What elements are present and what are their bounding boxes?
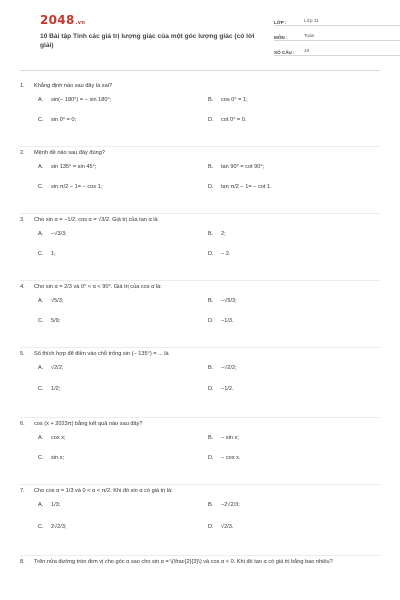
logo-text: 2048 <box>40 13 75 27</box>
option-letter: A. <box>38 164 44 170</box>
option-letter: C. <box>38 386 44 392</box>
question-text <box>20 556 380 566</box>
question-number: 3. <box>20 217 25 223</box>
option-letter: A. <box>38 502 44 508</box>
option-b[interactable] <box>208 228 378 240</box>
option-c[interactable] <box>38 315 208 327</box>
question-prompt: Trên nửa đường tròn đơn vị cho góc α sao cho sin α = \(\frac{2}{3}\) và cos α < 0. Khi đó tan α có giá trị bằng bao nhiêu? <box>34 559 333 565</box>
option-c[interactable] <box>38 248 208 260</box>
question-text <box>20 485 380 495</box>
meta-label: MÔN : <box>274 35 288 40</box>
option-text: sin 135° = sin 45°; <box>51 164 97 170</box>
question-prompt: Số thích hợp để điền vào chỗ trống sin (− 135°) = ... là <box>34 351 169 357</box>
option-text: cos 0° = 1; <box>221 97 248 103</box>
option-letter: A. <box>38 231 44 237</box>
option-text: −1/3. <box>221 318 234 324</box>
question-text <box>20 281 380 291</box>
option-d[interactable] <box>208 181 378 193</box>
option-d[interactable] <box>208 383 378 395</box>
option-text: sin x; <box>51 455 65 461</box>
question-prompt: cos (x + 2023π) bằng kết quả nào sau đây? <box>34 421 143 427</box>
option-letter: D. <box>208 455 214 461</box>
question-1 <box>20 80 380 147</box>
option-c[interactable] <box>38 521 208 533</box>
option-b[interactable] <box>208 94 378 106</box>
option-grid <box>38 362 380 395</box>
option-letter: D. <box>208 184 214 190</box>
option-letter: C. <box>38 117 44 123</box>
option-c[interactable] <box>38 181 208 193</box>
option-letter: B. <box>208 298 214 304</box>
option-text: 5/9; <box>51 318 61 324</box>
option-letter: D. <box>208 386 214 392</box>
option-c[interactable] <box>38 383 208 395</box>
option-text: − 2. <box>221 251 231 257</box>
option-a[interactable] <box>38 499 208 511</box>
option-text: −2√2/3; <box>221 502 240 508</box>
question-text <box>20 147 380 157</box>
option-text: 1; <box>51 251 56 257</box>
question-list <box>20 80 380 596</box>
option-text: − cos x. <box>221 455 241 461</box>
question-number: 8. <box>20 559 25 565</box>
question-number: 6. <box>20 421 25 427</box>
option-a[interactable] <box>38 161 208 173</box>
option-letter: B. <box>208 365 214 371</box>
option-a[interactable] <box>38 228 208 240</box>
question-3 <box>20 214 380 281</box>
question-prompt: Cho sin α = −1/2, cos α = √3/2. Giá trị của tan α là <box>34 217 158 223</box>
option-text: 2; <box>221 231 226 237</box>
question-prompt: Khẳng định nào sau đây là sai? <box>34 83 113 89</box>
option-letter: B. <box>208 231 214 237</box>
question-4 <box>20 281 380 348</box>
option-letter: B. <box>208 435 214 441</box>
document-title: 10 Bài tập Tính các giá trị lượng giác của một góc lượng giác (có lời giải) <box>40 33 255 49</box>
option-b[interactable] <box>208 362 378 374</box>
question-number: 5. <box>20 351 25 357</box>
brand-logo[interactable] <box>40 13 85 27</box>
meta-value: Toán <box>304 34 315 39</box>
question-6 <box>20 418 380 485</box>
option-text: −√2/2; <box>221 365 237 371</box>
question-number: 4. <box>20 284 25 290</box>
option-d[interactable] <box>208 521 378 533</box>
option-text: tan 90° = cot 90°; <box>221 164 265 170</box>
option-grid <box>38 228 380 260</box>
option-letter: C. <box>38 455 44 461</box>
option-letter: C. <box>38 318 44 324</box>
option-d[interactable] <box>208 315 378 327</box>
question-2 <box>20 147 380 214</box>
option-letter: A. <box>38 97 44 103</box>
option-text: −√3/3; <box>51 231 67 237</box>
option-b[interactable] <box>208 432 378 444</box>
option-letter: D. <box>208 524 214 530</box>
question-text <box>20 214 380 224</box>
option-letter: C. <box>38 251 44 257</box>
option-b[interactable] <box>208 295 378 307</box>
question-number: 2. <box>20 150 25 156</box>
option-b[interactable] <box>208 499 378 511</box>
option-letter: D. <box>208 318 214 324</box>
option-text: √5/3; <box>51 298 64 304</box>
option-text: sin 0° = 0; <box>51 117 77 123</box>
option-grid <box>38 161 380 193</box>
option-text: √2/3. <box>221 524 234 530</box>
option-letter: C. <box>38 184 44 190</box>
meta-panel <box>274 14 400 59</box>
document-header <box>20 0 380 62</box>
question-8 <box>20 556 380 596</box>
question-text <box>20 348 380 358</box>
option-text: 1/2; <box>51 386 61 392</box>
meta-row-class <box>274 14 400 26</box>
option-letter: B. <box>208 164 214 170</box>
option-d[interactable] <box>208 114 378 126</box>
option-text: cos x; <box>51 435 66 441</box>
question-text <box>20 80 380 90</box>
question-5 <box>20 348 380 418</box>
option-b[interactable] <box>208 161 378 173</box>
option-text: sin(− 180°) = − sin 180°; <box>51 97 112 103</box>
question-text <box>20 418 380 428</box>
option-a[interactable] <box>38 295 208 307</box>
option-grid <box>38 499 380 533</box>
option-grid <box>38 295 380 327</box>
meta-value: 10 <box>304 49 310 54</box>
option-text: 2√2/3; <box>51 524 67 530</box>
option-text: −1/2. <box>221 386 234 392</box>
meta-row-count <box>274 44 400 56</box>
option-letter: D. <box>208 117 214 123</box>
option-text: − sin x; <box>221 435 239 441</box>
option-d[interactable] <box>208 452 378 464</box>
option-grid <box>38 432 380 464</box>
option-letter: A. <box>38 435 44 441</box>
option-letter: A. <box>38 365 44 371</box>
question-number: 1. <box>20 83 25 89</box>
option-text: sin π/2 − 1= − cos 1; <box>51 184 103 190</box>
option-grid <box>38 94 380 126</box>
option-a[interactable] <box>38 432 208 444</box>
meta-row-subject <box>274 29 400 41</box>
option-d[interactable] <box>208 248 378 260</box>
logo-suffix: .vn <box>75 20 86 26</box>
option-text: 1/3; <box>51 502 61 508</box>
option-letter: D. <box>208 251 214 257</box>
question-prompt: Cho cos α = 1/3 và 0 < α < π/2. Khi đó sin α có giá trị là: <box>34 488 173 494</box>
meta-value: Lớp 11 <box>304 19 319 24</box>
meta-label: LỚP : <box>274 20 287 25</box>
question-7 <box>20 485 380 556</box>
option-text: cot 0° = 0. <box>221 117 247 123</box>
option-text: −√5/3; <box>221 298 237 304</box>
option-text: tan π/2 − 1= − cot 1. <box>221 184 272 190</box>
option-letter: C. <box>38 524 44 530</box>
option-a[interactable] <box>38 94 208 106</box>
question-prompt: Mệnh đề nào sau đây đúng? <box>34 150 105 156</box>
option-c[interactable] <box>38 114 208 126</box>
option-letter: B. <box>208 502 214 508</box>
option-c[interactable] <box>38 452 208 464</box>
question-number: 7. <box>20 488 25 494</box>
option-text: √2/2; <box>51 365 64 371</box>
meta-label: SỐ CÂU : <box>274 50 295 55</box>
question-prompt: Cho sin α = 2/3 và 0° < α < 90°. Giá trị của cos α là: <box>34 284 162 290</box>
option-a[interactable] <box>38 362 208 374</box>
option-letter: A. <box>38 298 44 304</box>
option-letter: B. <box>208 97 214 103</box>
header-divider <box>20 70 380 71</box>
